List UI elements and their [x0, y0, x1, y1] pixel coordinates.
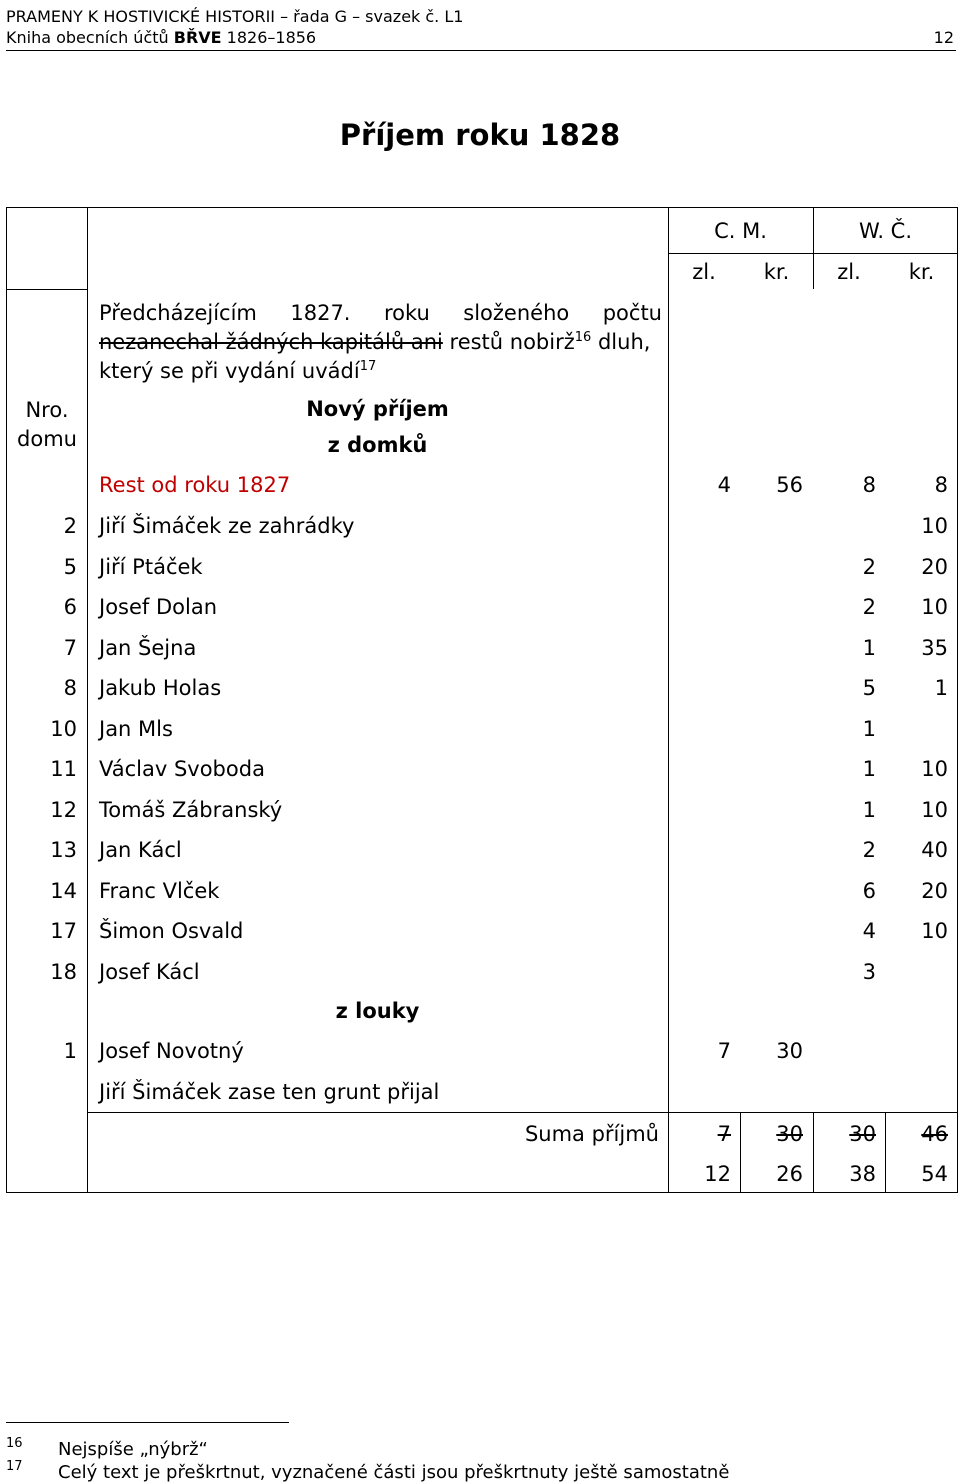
nro-cell: 12: [50, 798, 77, 822]
footnote-ref: 17: [359, 359, 377, 374]
col-header-nro: Nro.: [25, 398, 69, 422]
running-header: [6, 6, 954, 48]
amount-wc-zl: 2: [862, 595, 876, 619]
amount-wc-kr: 10: [921, 919, 948, 943]
amount-wc-kr: 20: [921, 555, 948, 579]
col-header-domu: domu: [17, 427, 77, 451]
col-header-zl: zl.: [837, 260, 861, 284]
sum-wc-kr: 54: [921, 1162, 948, 1186]
footnote-text: Nejspíše „nýbrž“: [58, 1439, 208, 1460]
header-rule: [6, 50, 956, 51]
amount-wc-zl: 5: [862, 676, 876, 700]
nro-cell: 11: [50, 757, 77, 781]
amount-wc-zl: 1: [862, 717, 876, 741]
name-cell: Josef Kácl: [99, 960, 200, 984]
sum-struck-cm-zl: 7: [717, 1122, 731, 1146]
amount-wc-kr: 35: [921, 636, 948, 660]
amount-wc-kr: 1: [934, 676, 948, 700]
amount-wc-zl: 1: [862, 798, 876, 822]
amount-wc-kr: 10: [921, 798, 948, 822]
name-cell: Jan Šejna: [99, 636, 197, 660]
footnote-ref: 16: [574, 330, 592, 345]
nro-cell: 1: [63, 1039, 77, 1063]
name-cell: Václav Svoboda: [99, 757, 265, 781]
nro-cell: 13: [50, 838, 77, 862]
intro-line: který se při vydání uvádí$^{17}$: [99, 359, 377, 383]
name-cell: Jakub Holas: [99, 676, 222, 700]
footnote-text: Celý text je přeškrtnut, vyznačené části jsou přeškrtnuty ještě samostatně: [58, 1462, 730, 1483]
intro-line: nezanechal žádných kapitálů ani restů nobirž$^{16}$ dluh,: [99, 330, 651, 354]
amount-wc-zl: 2: [862, 555, 876, 579]
page-title: Příjem roku 1828: [339, 118, 621, 152]
amount-wc-kr: 40: [921, 838, 948, 862]
sum-wc-zl: 38: [849, 1162, 876, 1186]
col-header-kr: kr.: [908, 260, 935, 284]
name-cell: Franc Vlček: [99, 879, 220, 903]
name-cell: Jiří Šimáček ze zahrádky: [99, 514, 355, 538]
name-cell: Josef Novotný: [99, 1039, 244, 1063]
amount-wc-zl: 1: [862, 636, 876, 660]
amount-wc-kr: 10: [921, 757, 948, 781]
group-header-wc: W. Č.: [858, 219, 913, 243]
footnote-number: 16: [6, 1436, 23, 1451]
name-cell: Josef Dolan: [99, 595, 218, 619]
intro-paragraph: [99, 299, 662, 386]
col-rule: [87, 208, 88, 1192]
amount-wc-zl: 2: [862, 838, 876, 862]
amount-wc-kr: 8: [934, 473, 948, 497]
amount-cm-zl: 4: [717, 473, 731, 497]
row-rule: [7, 289, 87, 290]
amount-wc-zl: 6: [862, 879, 876, 903]
col-header-zl: zl.: [692, 260, 716, 284]
amount-wc-kr: 20: [921, 879, 948, 903]
nro-cell: 8: [63, 676, 77, 700]
amount-wc-zl: 1: [862, 757, 876, 781]
amount-cm-zl: 7: [717, 1039, 731, 1063]
nro-cell: 17: [50, 919, 77, 943]
name-cell: Jan Kácl: [99, 838, 182, 862]
sum-label: Suma příjmů: [524, 1122, 659, 1146]
nro-cell: 14: [50, 879, 77, 903]
row-rule: [668, 253, 958, 254]
rest-label: Rest od roku 1827: [99, 473, 291, 497]
note-text: Jiří Šimáček zase ten grunt přijal: [99, 1080, 440, 1104]
ledger-table: [6, 207, 958, 1193]
nro-cell: 10: [50, 717, 77, 741]
sum-struck-cm-kr: 30: [776, 1122, 803, 1146]
sum-cm-kr: 26: [776, 1162, 803, 1186]
footnote-rule: [6, 1422, 289, 1423]
sum-struck-wc-zl: 30: [849, 1122, 876, 1146]
name-cell: Šimon Osvald: [99, 919, 244, 943]
amount-wc-kr: 10: [921, 595, 948, 619]
sum-cm-zl: 12: [704, 1162, 731, 1186]
row-rule: [87, 1112, 958, 1113]
book-line: [6, 27, 954, 48]
nro-cell: 18: [50, 960, 77, 984]
col-header-kr: kr.: [763, 260, 790, 284]
book-title: Kniha obecních účtů BŘVE 1826–1856: [6, 28, 317, 47]
amount-wc-zl: 3: [862, 960, 876, 984]
amount-wc-kr: 10: [921, 514, 948, 538]
group-header-cm: C. M.: [714, 219, 767, 243]
amount-cm-kr: 56: [776, 473, 803, 497]
amount-wc-zl: 4: [862, 919, 876, 943]
nro-cell: 6: [63, 595, 77, 619]
section-heading: z domků: [327, 433, 428, 457]
footnote-number: 17: [6, 1459, 23, 1474]
intro-line: Předcházejícím 1827. roku složeného počtu: [99, 301, 662, 325]
name-cell: Jiří Ptáček: [99, 555, 203, 579]
section-heading: Nový příjem: [306, 397, 449, 421]
amount-cm-kr: 30: [776, 1039, 803, 1063]
nro-cell: 7: [63, 636, 77, 660]
name-cell: Tomáš Zábranský: [99, 798, 283, 822]
sum-struck-wc-kr: 46: [921, 1122, 948, 1146]
section-heading: z louky: [335, 999, 420, 1023]
nro-cell: 5: [63, 555, 77, 579]
page-number: 12: [933, 28, 954, 47]
amount-wc-zl: 8: [862, 473, 876, 497]
name-cell: Jan Mls: [99, 717, 173, 741]
nro-cell: 2: [63, 514, 77, 538]
series-title: PRAMENY K HOSTIVICKÉ HISTORII – řada G – svazek č. L1: [6, 7, 464, 26]
